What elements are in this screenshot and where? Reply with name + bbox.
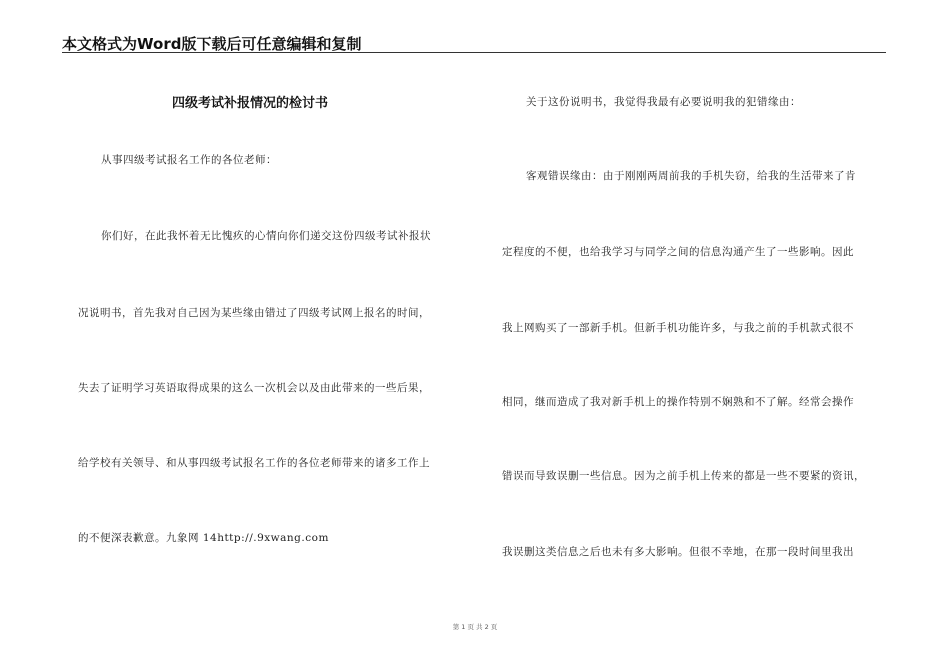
left-paragraph-line: 况说明书，首先我对自己因为某些缘由错过了四级考试网上报名的时间， [78, 307, 430, 319]
left-paragraph-line: 失去了证明学习英语取得成果的这么一次机会以及由此带来的一些后果， [78, 382, 430, 394]
document-title: 四级考试补报情况的检讨书 [172, 96, 329, 111]
right-paragraph-line: 相同，继而造成了我对新手机上的操作特别不娴熟和不了解。经常会操作 [502, 396, 854, 408]
left-paragraph-line: 的不便深表歉意。九象网 14http://.9xwang.com [78, 532, 329, 544]
document-header-banner: 本文格式为Word版下载后可任意编辑和复制 [62, 35, 362, 53]
right-paragraph-line: 我上网购买了一部新手机。但新手机功能许多，与我之前的手机款式很不 [502, 322, 854, 334]
right-paragraph-line: 错误而导致误删一些信息。因为之前手机上传来的都是一些不要紧的资讯， [502, 470, 865, 482]
page-number-footer: 第 1 页 共 2 页 [452, 623, 498, 631]
left-paragraph-line: 给学校有关领导、和从事四级考试报名工作的各位老师带来的诸多工作上 [78, 457, 430, 469]
right-paragraph-line: 客观错误缘由：由于刚刚两周前我的手机失窃，给我的生活带来了肯 [526, 170, 856, 182]
left-paragraph-line: 你们好，在此我怀着无比愧疚的心情向你们递交这份四级考试补报状 [101, 230, 431, 242]
right-paragraph-line: 关于这份说明书，我觉得我最有必要说明我的犯错缘由： [526, 96, 801, 108]
right-paragraph-line: 我误删这类信息之后也未有多大影响。但很不幸地，在那一段时间里我出 [502, 546, 854, 558]
right-paragraph-line: 定程度的不便，也给我学习与同学之间的信息沟通产生了一些影响。因此 [502, 246, 854, 258]
left-paragraph-line: 从事四级考试报名工作的各位老师： [101, 154, 277, 166]
header-divider [62, 52, 886, 53]
